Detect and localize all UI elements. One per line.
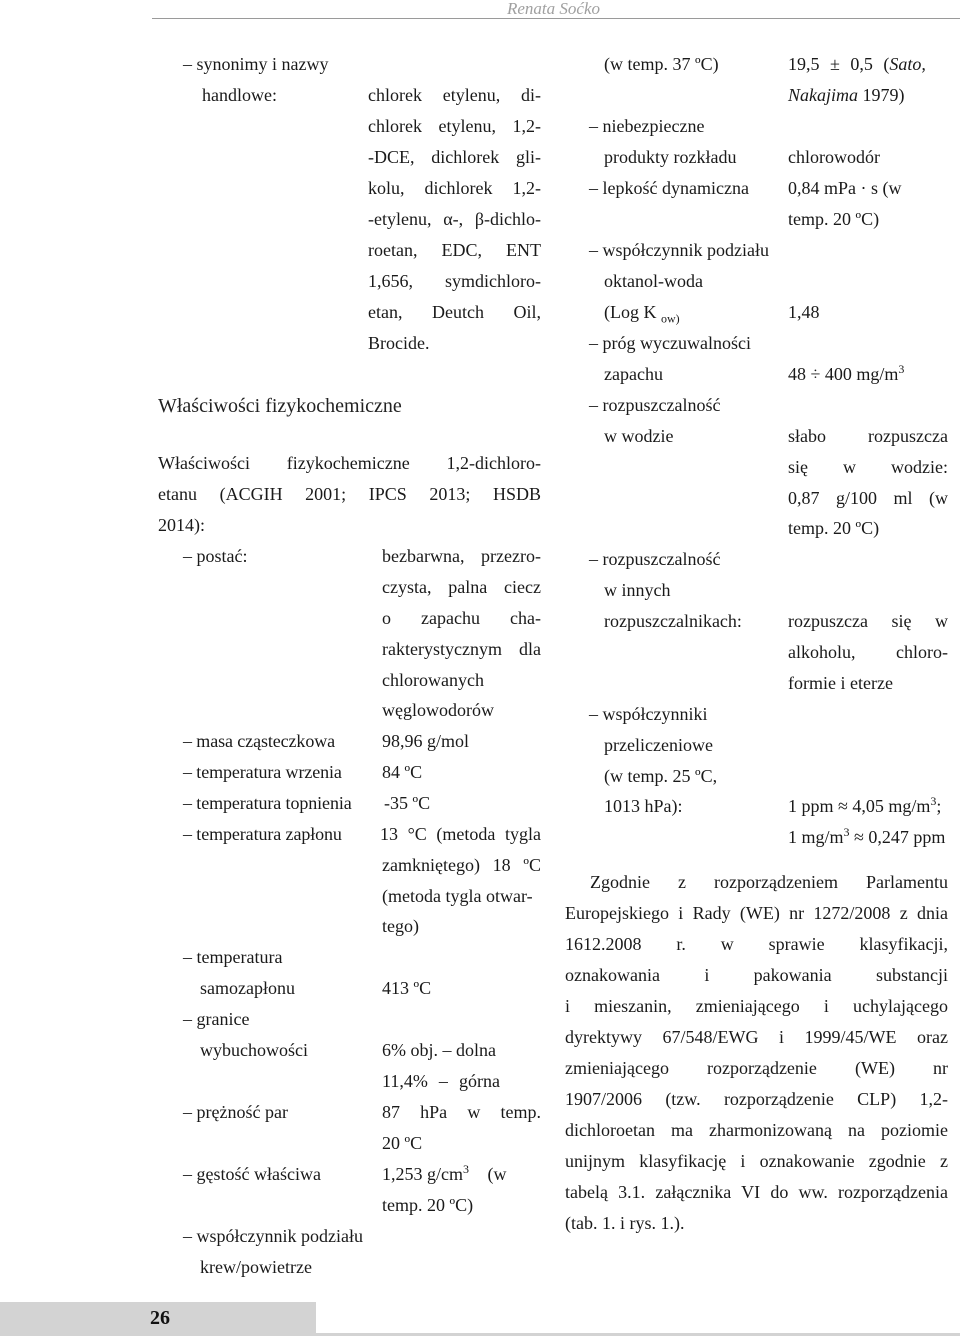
citation-author: Sato,: [889, 54, 926, 74]
explosive-limits-value: 6% obj. – dolna: [382, 1040, 496, 1060]
form-value-line: węglowodorów: [382, 700, 494, 720]
regulation-paragraph-line: i mieszanin, zmieniającego i uchylającego: [565, 996, 948, 1016]
melting-point-value: -35 ºC: [384, 793, 431, 813]
viscosity-value: temp. 20 ºC): [788, 209, 880, 229]
superscript: 3: [463, 1162, 469, 1176]
hazardous-decomp-label: produkty rozkładu: [604, 147, 737, 167]
water-solubility-value: się w wodzie:: [788, 457, 948, 477]
section-title: Właściwości fizykochemiczne: [158, 395, 402, 417]
regulation-paragraph-line: 1612.2008 r. w sprawie klasyfikacji,: [565, 934, 948, 954]
synonyms-value-line: -DCE, dichlorek gli-: [368, 147, 541, 167]
boiling-point-label: – temperatura wrzenia: [183, 762, 342, 782]
odor-threshold-value: [788, 362, 905, 384]
form-value-line: czysta, palna ciecz: [382, 577, 541, 597]
vapor-pressure-label: – prężność par: [183, 1102, 288, 1122]
boiling-point-value: 84 ºC: [382, 762, 423, 782]
autoignition-label: – temperatura: [183, 947, 283, 967]
conversion-label: – współczynniki: [589, 704, 708, 724]
form-value-line: o zapachu cha-: [382, 608, 541, 628]
conversion-text: ;: [936, 796, 942, 816]
synonyms-value-line: kolu, dichlorek 1,2-: [368, 178, 541, 198]
solvent-solubility-label: – rozpuszczalność: [589, 549, 721, 569]
melting-point-label: – temperatura topnienia: [183, 793, 352, 813]
partition-value-text: 19,5 ± 0,5 (: [788, 54, 890, 74]
form-value-line: rakterystycznym dla: [382, 639, 541, 659]
form-value-line: bezbarwna, przezro-: [382, 546, 541, 566]
conversion-text: 1 ppm ≈ 4,05 mg/m: [788, 796, 931, 816]
water-solubility-value: słabo rozpuszcza: [788, 426, 948, 446]
conversion-text: 1 mg/m: [788, 827, 844, 847]
density-value-text: (w: [483, 1164, 507, 1184]
page-number: 26: [150, 1307, 170, 1329]
log-k-text: (Log K: [604, 302, 657, 322]
partition-temp-label: (w temp. 37 ºC): [604, 54, 719, 74]
molar-mass-label: – masa cząsteczkowa: [183, 731, 336, 751]
solvent-solubility-label: rozpuszczalnikach:: [604, 611, 742, 631]
regulation-paragraph-line: Zgodnie z rozporządzeniem Parlamentu: [590, 872, 948, 892]
partition-octanol-value: 1,48: [788, 302, 820, 322]
vapor-pressure-value: 87 hPa w temp.: [382, 1102, 541, 1122]
regulation-paragraph-line: tabelą 3.1. załącznika VI do ww. rozporządzenia: [565, 1182, 948, 1202]
regulation-paragraph-line: 1907/2006 (tzw. rozporządzenie CLP) 1,2-: [565, 1089, 948, 1109]
explosive-limits-value: 11,4% – górna: [382, 1071, 500, 1091]
regulation-paragraph-line: Europejskiego i Rady (WE) nr 1272/2008 z dnia: [565, 903, 948, 923]
subscript: ow): [661, 311, 680, 326]
partition-octanol-label: [604, 302, 680, 326]
conversion-text: ≈ 0,247 ppm: [849, 827, 946, 847]
trade-names-label: handlowe:: [202, 85, 277, 105]
superscript: 3: [930, 794, 937, 808]
water-solubility-label: – rozpuszczalność: [589, 395, 721, 415]
form-label: – postać:: [183, 546, 248, 566]
regulation-paragraph-line: oznakowania i pakowania substancji: [565, 965, 948, 985]
regulation-paragraph-line: dyrektywy 67/548/EWG i 1999/45/WE oraz: [565, 1027, 948, 1047]
odor-threshold-label: zapachu: [604, 364, 663, 384]
conversion-value: [788, 794, 942, 816]
conversion-label: (w temp. 25 ºC,: [604, 766, 718, 786]
solvent-solubility-label: w innych: [604, 580, 671, 600]
autoignition-label: samozapłonu: [200, 978, 295, 998]
regulation-paragraph-line: dichloroetan ma zharmonizowaną na poziomie: [565, 1120, 948, 1140]
regulation-paragraph-line: zmieniającego rozporządzenie (WE) nr: [565, 1058, 948, 1078]
regulation-paragraph-line: (tab. 1. i rys. 1.).: [565, 1213, 685, 1233]
water-solubility-value: 0,87 g/100 ml (w: [788, 488, 948, 508]
solvent-solubility-value: formie i eterze: [788, 673, 893, 693]
solvent-solubility-value: rozpuszcza się w: [788, 611, 948, 631]
explosive-limits-label: wybuchowości: [200, 1040, 308, 1060]
hazardous-decomp-value: chlorowodór: [788, 147, 880, 167]
intro-paragraph-line: 2014):: [158, 515, 205, 535]
molar-mass-value: 98,96 g/mol: [382, 731, 470, 751]
synonyms-value-line: 1,656, symdichloro-: [368, 271, 541, 291]
synonyms-value-line: roetan, EDC, ENT: [368, 240, 541, 260]
intro-paragraph-line: etanu (ACGIH 2001; IPCS 2013; HSDB: [158, 484, 541, 504]
density-value: [382, 1162, 507, 1184]
synonyms-value-line: Brocide.: [368, 333, 430, 353]
explosive-limits-label: – granice: [183, 1009, 250, 1029]
viscosity-label: – lepkość dynamiczna: [589, 178, 749, 198]
synonyms-label: – synonimy i nazwy: [183, 54, 329, 74]
partition-value: [788, 55, 926, 73]
superscript: 3: [843, 825, 850, 839]
synonyms-value-line: chlorek etylenu, 1,2-: [368, 116, 541, 136]
flash-point-value-line: (metoda tygla otwar-: [382, 886, 533, 906]
conversion-value: [788, 825, 946, 847]
intro-paragraph-line: Właściwości fizykochemiczne 1,2-dichloro-: [158, 453, 541, 473]
partition-octanol-label: oktanol-woda: [604, 271, 703, 291]
synonyms-value-line: chlorek etylenu, di-: [368, 85, 541, 105]
density-value: temp. 20 ºC): [382, 1195, 474, 1215]
header-rule: [152, 18, 960, 19]
conversion-label: 1013 hPa):: [604, 796, 683, 816]
synonyms-value-line: etan, Deutch Oil,: [368, 302, 541, 322]
autoignition-value: 413 ºC: [382, 978, 432, 998]
citation-year: 1979): [858, 85, 905, 105]
flash-point-value-line: tego): [382, 916, 419, 936]
water-solubility-value: temp. 20 ºC): [788, 518, 880, 538]
hazardous-decomp-label: – niebezpieczne: [589, 116, 705, 136]
partition-blood-air-label: – współczynnik podziału: [183, 1226, 363, 1246]
regulation-paragraph-line: unijnym klasyfikację i oznakowanie zgodnie z: [565, 1151, 948, 1171]
conversion-label: przeliczeniowe: [604, 735, 713, 755]
running-head-author: Renata Soćko: [507, 0, 600, 18]
partition-citation: [788, 86, 905, 104]
partition-blood-air-label: krew/powietrze: [200, 1257, 312, 1277]
density-label: – gęstość właściwa: [183, 1164, 321, 1184]
citation-author: Nakajima: [788, 85, 858, 105]
flash-point-label: – temperatura zapłonu: [183, 824, 342, 844]
superscript: 3: [898, 362, 905, 376]
viscosity-value: 0,84 mPa · s (w: [788, 178, 902, 198]
form-value-line: chlorowanych: [382, 670, 484, 690]
odor-threshold-label: – próg wyczuwalności: [589, 333, 751, 353]
flash-point-value-line: zamkniętego) 18 ºC: [382, 855, 541, 875]
water-solubility-label: w wodzie: [604, 426, 674, 446]
flash-point-value-line: 13 °C (metoda tygla: [380, 824, 541, 844]
synonyms-value-line: -etylenu, α-, β-dichlo-: [368, 209, 541, 229]
solvent-solubility-value: alkoholu, chloro-: [788, 642, 948, 662]
odor-threshold-text: 48 ÷ 400 mg/m: [788, 364, 899, 384]
density-value-text: 1,253 g/cm: [382, 1164, 463, 1184]
vapor-pressure-value: 20 ºC: [382, 1133, 423, 1153]
partition-octanol-label: – współczynnik podziału: [589, 240, 769, 260]
